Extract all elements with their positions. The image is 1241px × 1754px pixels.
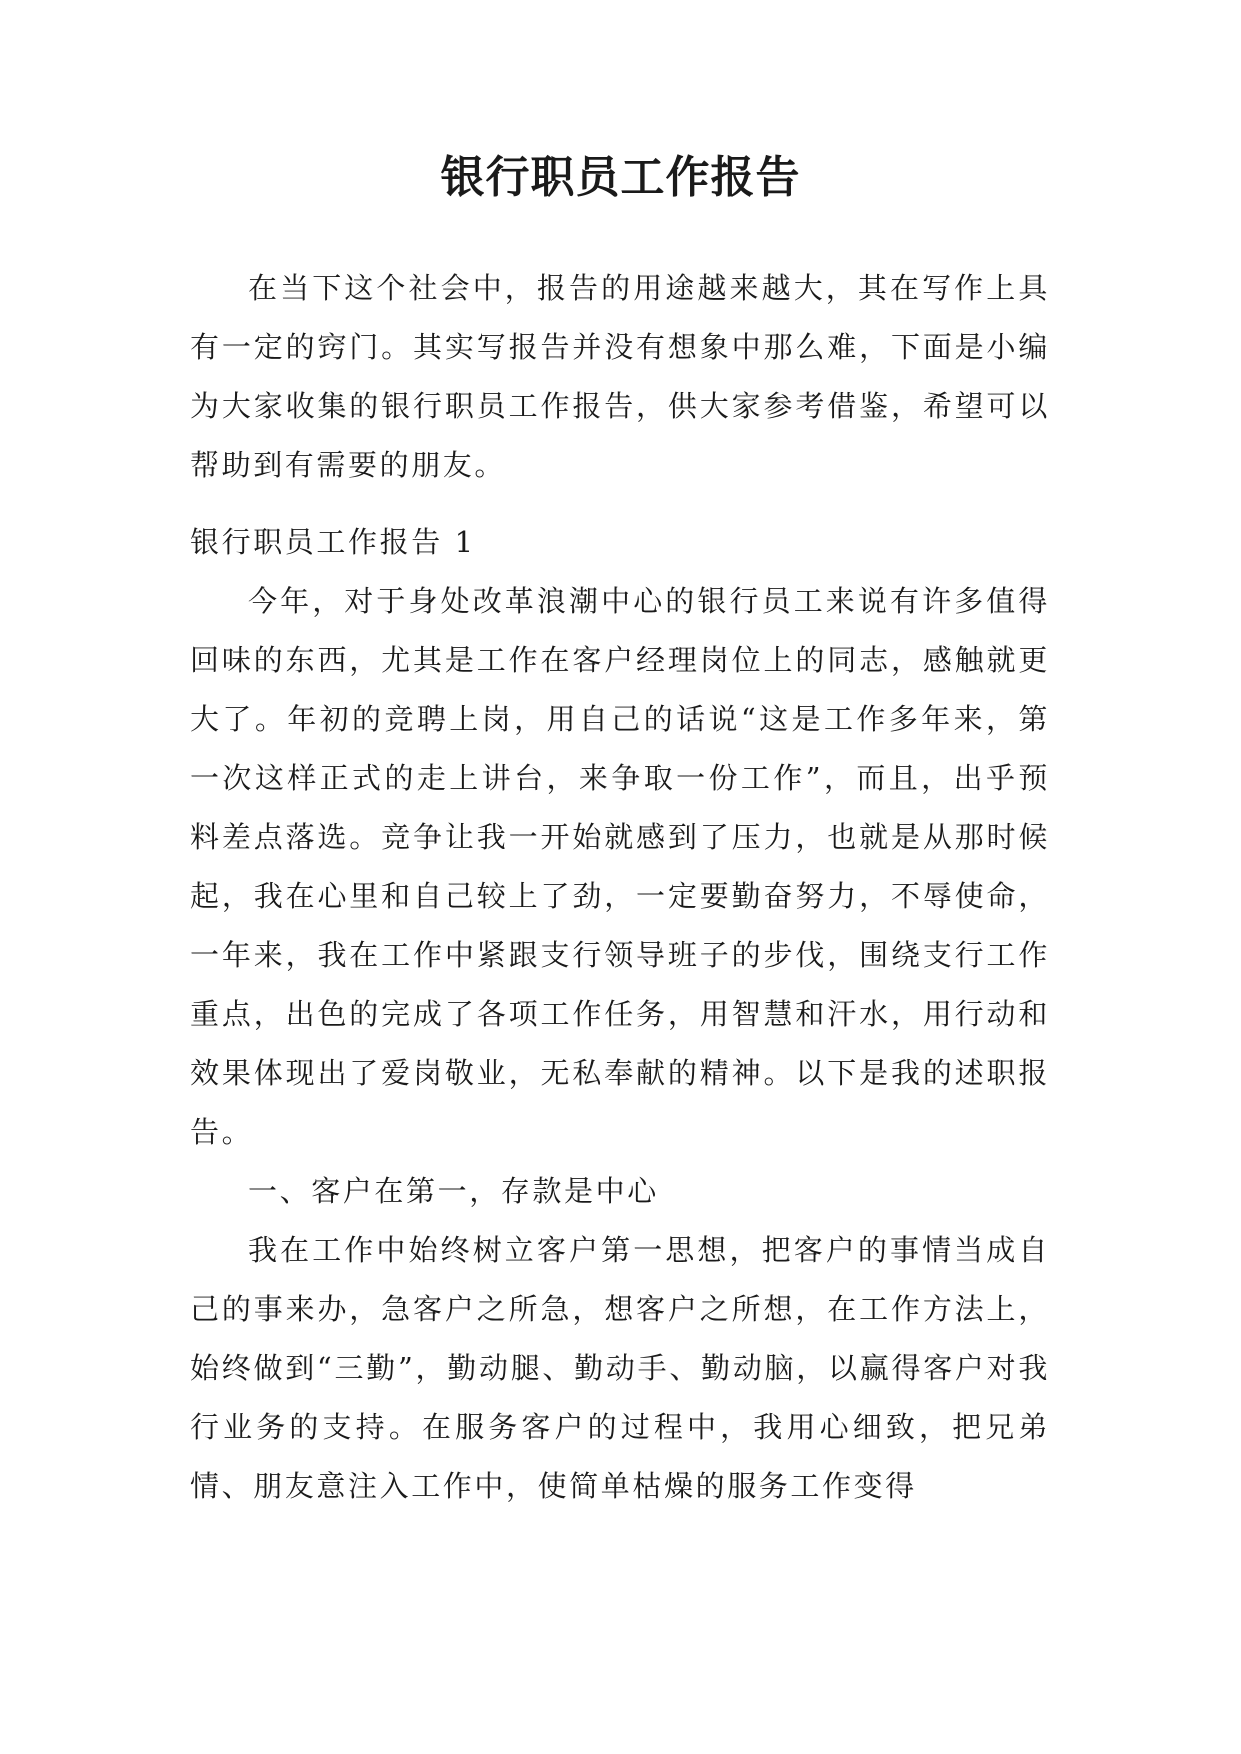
intro-paragraph: 在当下这个社会中，报告的用途越来越大，其在写作上具有一定的窍门。其实写报告并没有想象中那么难，下面是小编为大家收集的银行职员工作报告，供大家参考借鉴，希望可以帮助到有需要的朋友。 bbox=[190, 271, 1050, 482]
body-paragraph: 今年，对于身处改革浪潮中心的银行员工来说有许多值得回味的东西，尤其是工作在客户经理岗位上的同志，感触就更大了。年初的竞聘上岗，用自己的话说“这是工作多年来，第一次这样正式的走上讲台，来争取一份工作”，而且，出乎预料差点落选。竞争让我一开始就感到了压力，也就是从那时候起，我在心里和自己较上了劲，一定要勤奋努力，不辱使命，一年来，我在工作中紧跟支行领导班子的步伐，围绕支行工作重点，出色的完成了各项工作任务，用智慧和汗水，用行动和效果体现出了爱岗敬业，无私奉献的精神。以下是我的述职报告。 bbox=[190, 584, 1050, 1149]
document-title: 银行职员工作报告 bbox=[440, 152, 801, 203]
intro-block bbox=[190, 259, 1050, 495]
section-1 bbox=[190, 513, 1050, 1516]
body-paragraph: 我在工作中始终树立客户第一思想，把客户的事情当成自己的事来办，急客户之所急，想客户之所想，在工作方法上，始终做到“三勤”，勤动腿、勤动手、勤动脑，以赢得客户对我行业务的支持。在服务客户的过程中，我用心细致，把兄弟情、朋友意注入工作中，使简单枯燥的服务工作变得 bbox=[190, 1233, 1050, 1503]
sub-heading: 一、客户在第一，存款是中心 bbox=[248, 1174, 659, 1208]
section-heading: 银行职员工作报告 1 bbox=[190, 525, 476, 559]
